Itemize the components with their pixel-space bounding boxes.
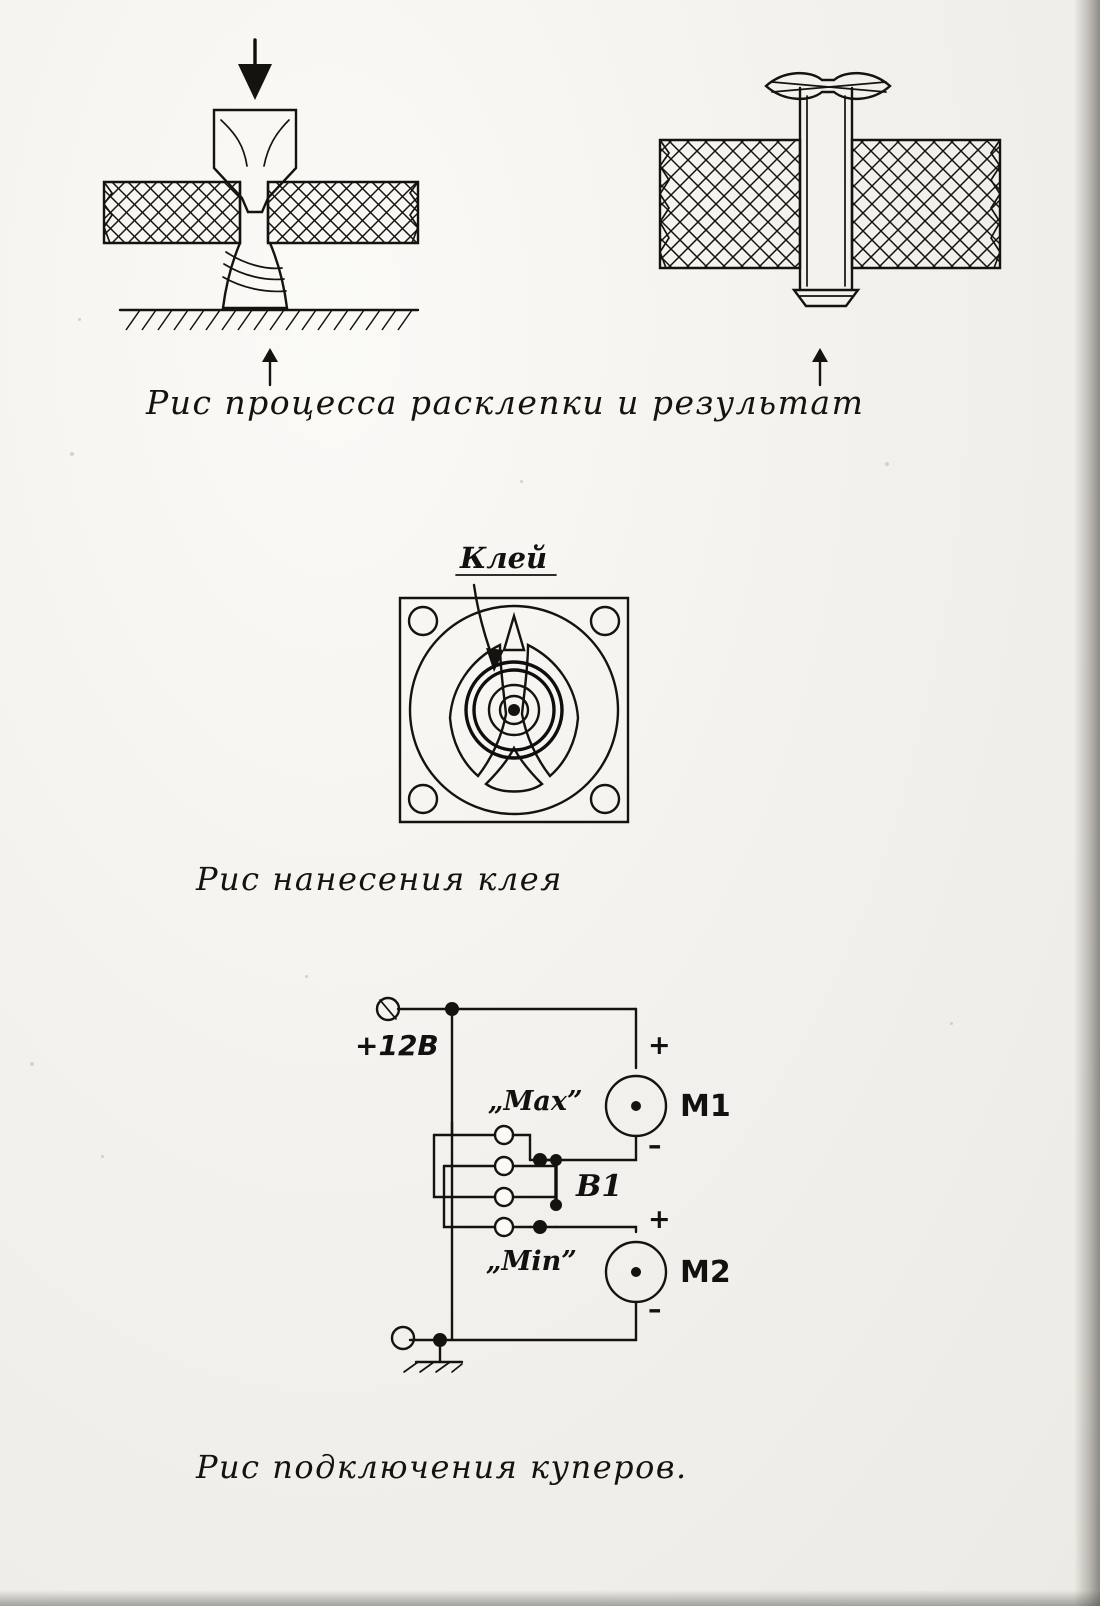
figure-glue-application — [400, 541, 628, 822]
figure-fan-wiring — [355, 998, 731, 1372]
motor-2-minus-sign: – — [648, 1294, 662, 1325]
section-hatching — [268, 182, 418, 243]
caption-fan-wiring: Рис подключения куперов. — [196, 1448, 688, 1486]
scan-edge-bottom — [0, 1590, 1100, 1606]
max-contact-label: „Мах” — [488, 1086, 583, 1117]
section-hatching — [852, 140, 1000, 268]
motor-1-plus-sign: + — [648, 1030, 671, 1061]
figure-riveting-after — [660, 73, 1000, 385]
section-hatching — [660, 140, 800, 268]
supply-voltage-label: +12В — [355, 1029, 439, 1062]
motor-2-plus-sign: + — [648, 1204, 671, 1235]
caption-glue-application: Рис нанесения клея — [196, 860, 563, 898]
switch-b1-label: B1 — [576, 1169, 623, 1204]
caption-riveting: Рис процесса расклепки и результат — [146, 383, 865, 422]
motor-1-minus-sign: – — [648, 1130, 662, 1161]
section-hatching — [104, 182, 240, 243]
motor-2-label: М2 — [680, 1255, 731, 1290]
figure-riveting-before — [104, 40, 418, 385]
glue-callout-label: Клей — [460, 541, 548, 575]
scan-edge-right — [1074, 0, 1100, 1606]
punch-arrow-icon — [238, 40, 272, 100]
min-contact-label: „Min” — [486, 1246, 577, 1277]
motor-1-label: М1 — [680, 1089, 731, 1124]
